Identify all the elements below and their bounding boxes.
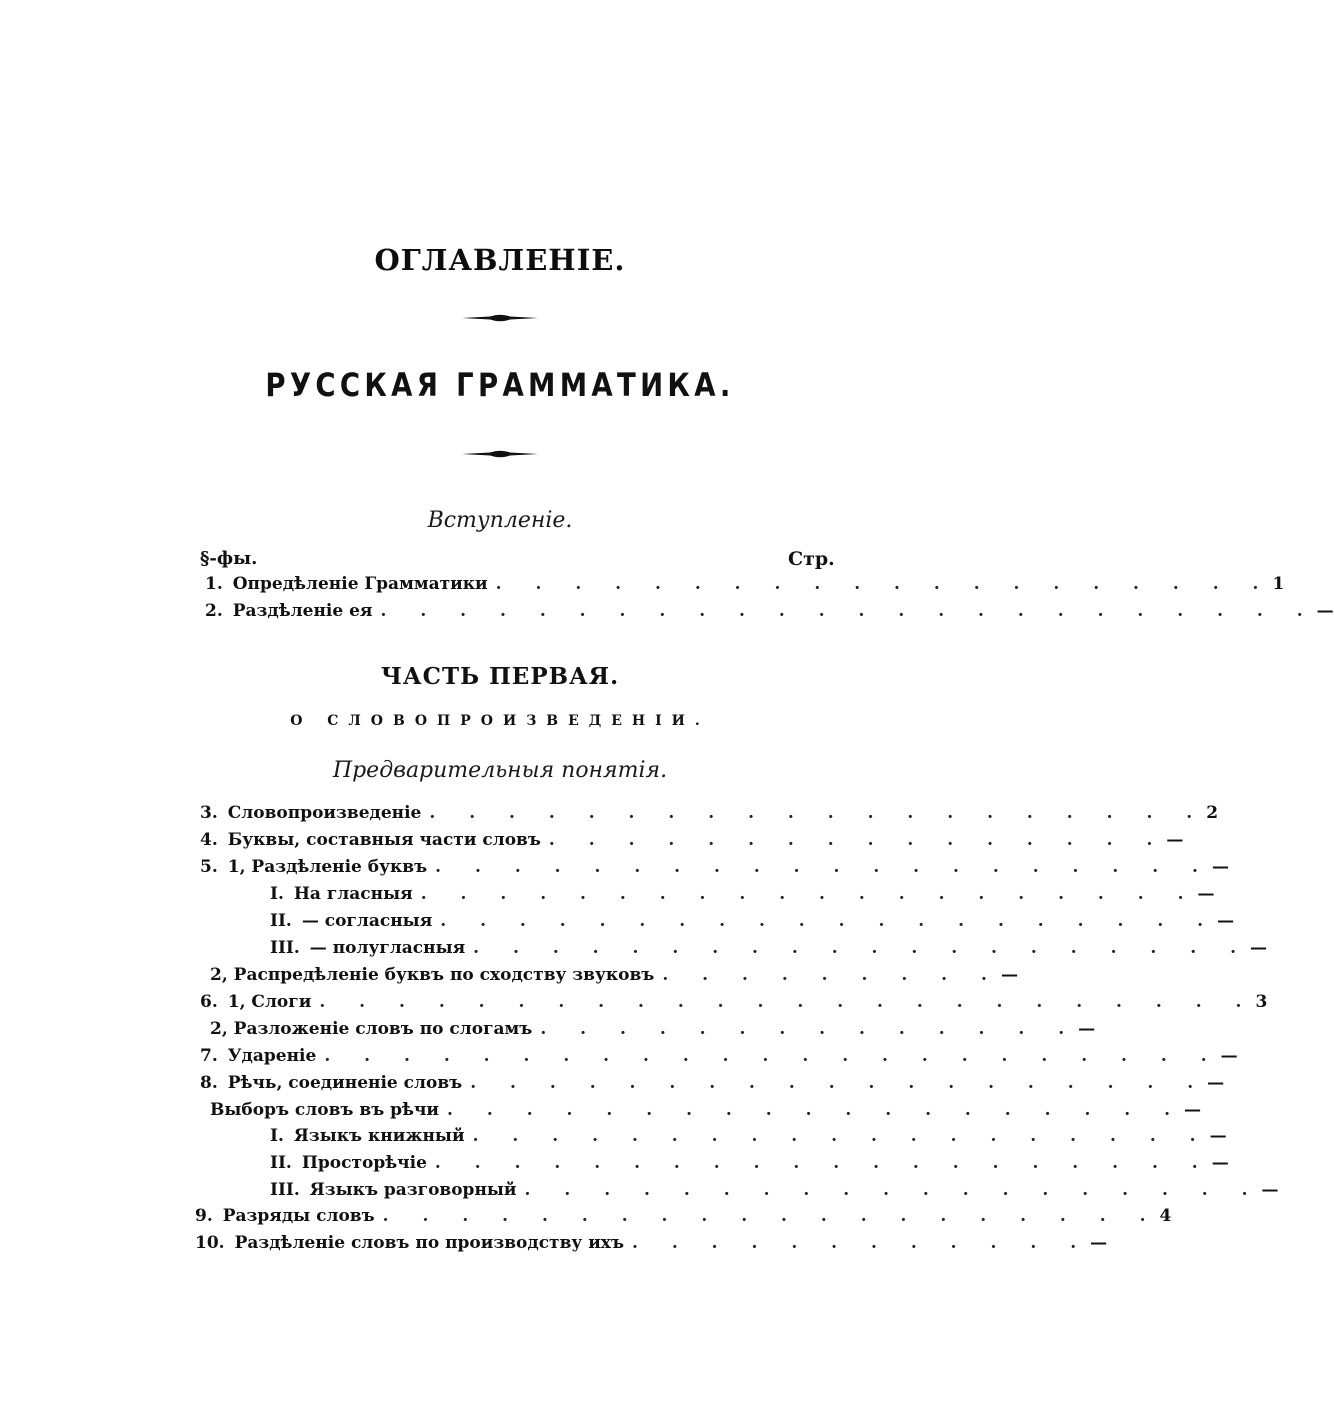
toc-entry bbox=[200, 1019, 1096, 1045]
toc-entry-number: 8. bbox=[200, 1073, 218, 1093]
dot-leader: . . . . . . . . . . . . . . . . . . . . bbox=[429, 803, 1207, 823]
toc-entry-number: 9. bbox=[195, 1206, 213, 1226]
toc-entry-page: — bbox=[1261, 1180, 1279, 1200]
dot-leader: . . . . . . . . . . . . . . . . . . . . bbox=[382, 1206, 1160, 1226]
toc-entry-number: II. bbox=[270, 911, 292, 931]
toc-entry-number: 5. bbox=[200, 857, 218, 877]
dot-leader: . . . . . . . . . . . . . . . . . . . bbox=[470, 1073, 1208, 1093]
toc-entry-text: — полугласныя bbox=[309, 938, 466, 958]
dot-leader: . . . . . . . . . . . . . . . . . . . bbox=[524, 1180, 1262, 1200]
column-header-pages: Стр. bbox=[788, 548, 835, 570]
ornament-divider bbox=[0, 446, 1000, 462]
toc-entry bbox=[205, 574, 1285, 600]
toc-entry-number: 4. bbox=[200, 830, 218, 850]
toc-entry-text: 1, Слоги bbox=[227, 992, 312, 1012]
toc-entry bbox=[195, 1233, 1108, 1259]
toc-entry bbox=[200, 965, 1018, 991]
toc-entry-text: Буквы, составныя части словъ bbox=[227, 830, 541, 850]
toc-entry-text: 2, Распредѣленіе буквъ по сходству звуковъ bbox=[210, 965, 655, 985]
page-title: ОГЛАВЛЕНІЕ. bbox=[374, 243, 626, 277]
toc-entry-number: 10. bbox=[195, 1233, 225, 1253]
toc-entry-text: 2, Разложеніе словъ по слогамъ bbox=[210, 1019, 533, 1039]
toc-entry-number: I. bbox=[270, 884, 284, 904]
toc-entry bbox=[270, 884, 1215, 910]
toc-entry-number: III. bbox=[270, 938, 300, 958]
toc-entry-text: Опредѣленіе Грамматики bbox=[232, 574, 488, 594]
toc-entry bbox=[195, 1206, 1172, 1232]
dot-leader: . . . . . . . . . . . . bbox=[631, 1233, 1091, 1253]
toc-entry-page: — bbox=[1220, 1046, 1238, 1066]
toc-entry bbox=[200, 1100, 1202, 1126]
toc-entry bbox=[270, 1126, 1227, 1152]
toc-entry bbox=[200, 830, 1184, 856]
toc-entry bbox=[200, 992, 1268, 1018]
toc-entry-text: Словопроизведеніе bbox=[227, 803, 422, 823]
dot-leader: . . . . . . . . . . . . . . . . . . . . bbox=[434, 1153, 1212, 1173]
toc-entry-number: I. bbox=[270, 1126, 284, 1146]
toc-entry-page: — bbox=[1090, 1233, 1108, 1253]
dot-leader: . . . . . . . . . . . . . . . . . . . . bbox=[495, 574, 1273, 594]
toc-entry bbox=[270, 938, 1267, 964]
dot-leader: . . . . . . . . . bbox=[662, 965, 1001, 985]
toc-entry-page: — bbox=[1197, 884, 1215, 904]
part-subtitle: О СЛОВОПРОИЗВЕДЕНІИ. bbox=[290, 713, 710, 729]
toc-entry-text: Просторѣчіе bbox=[301, 1153, 427, 1173]
toc-entry bbox=[270, 911, 1235, 937]
dot-leader: . . . . . . . . . . . . . . . . . . . . bbox=[420, 884, 1198, 904]
dot-leader: . . . . . . . . . . . . . . . . bbox=[548, 830, 1167, 850]
toc-entry-page: — bbox=[1217, 911, 1235, 931]
section-heading-preliminary: Предварительныя понятія. bbox=[332, 758, 668, 783]
dot-leader: . . . . . . . . . . . . . . . . . . . . bbox=[473, 938, 1250, 958]
toc-entry-page: — bbox=[1184, 1100, 1202, 1120]
toc-entry-text: Выборъ словъ въ рѣчи bbox=[210, 1100, 440, 1120]
toc-entry-page: — bbox=[1211, 857, 1229, 877]
toc-entry-number: III. bbox=[270, 1180, 300, 1200]
toc-entry bbox=[270, 1153, 1229, 1179]
toc-entry-page: 4 bbox=[1159, 1206, 1172, 1226]
toc-entry-page: — bbox=[1207, 1073, 1225, 1093]
toc-entry-number: 1. bbox=[205, 574, 223, 594]
dot-leader: . . . . . . . . . . . . . . . . . . . . . . . . bbox=[380, 601, 1317, 621]
toc-entry-page: — bbox=[1316, 601, 1334, 621]
toc-entry-number: II. bbox=[270, 1153, 292, 1173]
column-header-paragraphs: §-фы. bbox=[200, 548, 258, 569]
toc-entry-number: 2. bbox=[205, 601, 223, 621]
dot-leader: . . . . . . . . . . . . . . . . . . . bbox=[472, 1126, 1210, 1146]
toc-entry-page: — bbox=[1166, 830, 1184, 850]
ornament-divider bbox=[0, 310, 1000, 326]
toc-entry-text: На гласныя bbox=[293, 884, 413, 904]
dot-leader: . . . . . . . . . . . . . . . . . . . . bbox=[435, 857, 1212, 877]
toc-entry-text: Языкъ книжный bbox=[293, 1126, 465, 1146]
dot-leader: . . . . . . . . . . . . . . . . . . . bbox=[447, 1100, 1185, 1120]
dot-leader: . . . . . . . . . . . . . . . . . . . . . . . . bbox=[319, 992, 1256, 1012]
toc-entry-text: Удареніе bbox=[227, 1046, 317, 1066]
toc-entry-page: 2 bbox=[1206, 803, 1219, 823]
toc-entry-text: Языкъ разговорный bbox=[309, 1180, 517, 1200]
toc-entry bbox=[205, 601, 1334, 627]
toc-entry-page: — bbox=[1211, 1153, 1229, 1173]
toc-entry-number: 3. bbox=[200, 803, 218, 823]
toc-entry bbox=[200, 1073, 1225, 1099]
toc-entry-text: Разряды словъ bbox=[222, 1206, 375, 1226]
toc-entry bbox=[270, 1180, 1279, 1206]
toc-entry bbox=[200, 1046, 1238, 1072]
toc-entry bbox=[200, 803, 1219, 829]
toc-entry bbox=[200, 857, 1229, 883]
book-title: РУССКАЯ ГРАММАТИКА. bbox=[265, 366, 735, 404]
part-title: ЧАСТЬ ПЕРВАЯ. bbox=[380, 663, 620, 690]
toc-entry-number: 6. bbox=[200, 992, 218, 1012]
toc-entry-page: — bbox=[1250, 938, 1267, 958]
toc-entry-page: — bbox=[1078, 1019, 1096, 1039]
dot-leader: . . . . . . . . . . . . . . . . . . . . . . . bbox=[324, 1046, 1221, 1066]
dot-leader: . . . . . . . . . . . . . . . . . . . . bbox=[440, 911, 1218, 931]
section-heading-intro: Вступленіе. bbox=[427, 508, 573, 533]
toc-entry-text: 1, Раздѣленіе буквъ bbox=[227, 857, 428, 877]
toc-entry-page: — bbox=[1209, 1126, 1227, 1146]
toc-entry-page: 1 bbox=[1272, 574, 1285, 594]
toc-entry-number: 7. bbox=[200, 1046, 218, 1066]
toc-entry-text: Раздѣленіе словъ по производству ихъ bbox=[234, 1233, 624, 1253]
toc-entry-text: Раздѣленіе ея bbox=[232, 601, 373, 621]
toc-entry-text: — согласныя bbox=[301, 911, 433, 931]
dot-leader: . . . . . . . . . . . . . . bbox=[540, 1019, 1079, 1039]
toc-entry-page: 3 bbox=[1255, 992, 1268, 1012]
toc-entry-page: — bbox=[1000, 965, 1018, 985]
toc-entry-text: Рѣчь, соединеніе словъ bbox=[227, 1073, 463, 1093]
